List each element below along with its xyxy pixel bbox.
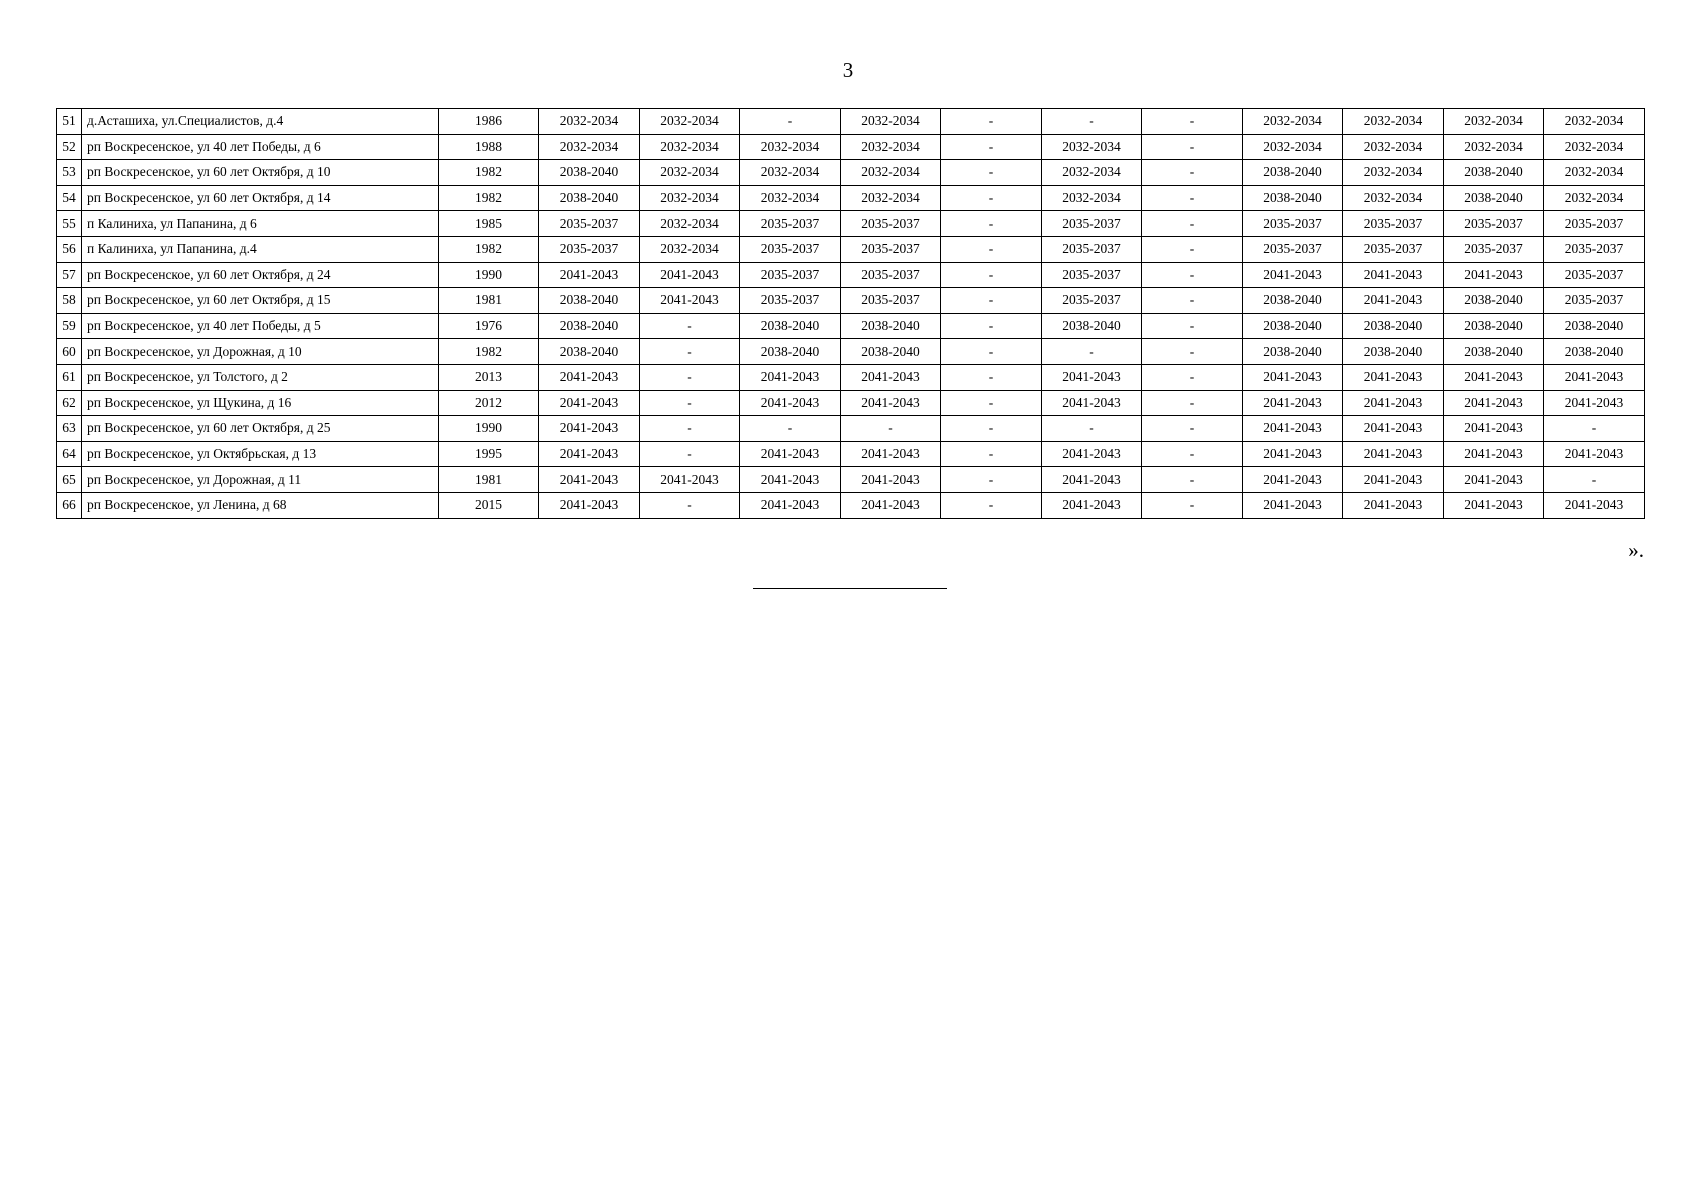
- address-cell: п Калиниха, ул Папанина, д 6: [82, 211, 439, 237]
- planned-period-cell: 2038-2040: [740, 339, 841, 365]
- planned-period-cell: 2041-2043: [1343, 416, 1444, 442]
- table-row: [57, 134, 1645, 160]
- planned-period-cell: 2041-2043: [1343, 262, 1444, 288]
- table-row: [57, 339, 1645, 365]
- planned-period-cell: -: [640, 441, 740, 467]
- planned-period-cell: -: [941, 262, 1042, 288]
- table-row: [57, 313, 1645, 339]
- planned-period-cell: -: [1142, 416, 1243, 442]
- row-number-cell: 63: [57, 416, 82, 442]
- page-number: 3: [842, 58, 854, 82]
- address-cell: рп Воскресенское, ул Октябрьская, д 13: [82, 441, 439, 467]
- planned-period-cell: 2041-2043: [841, 364, 941, 390]
- planned-period-cell: -: [740, 416, 841, 442]
- planned-period-cell: 2038-2040: [1544, 313, 1645, 339]
- planned-period-cell: 2035-2037: [1544, 262, 1645, 288]
- table-row: [57, 364, 1645, 390]
- planned-period-cell: 2032-2034: [841, 134, 941, 160]
- planned-period-cell: 2041-2043: [640, 467, 740, 493]
- planned-period-cell: -: [941, 364, 1042, 390]
- planned-period-cell: -: [1142, 262, 1243, 288]
- planned-period-cell: 2035-2037: [539, 211, 640, 237]
- planned-period-cell: 2041-2043: [1444, 390, 1544, 416]
- planned-period-cell: 2041-2043: [539, 441, 640, 467]
- planned-period-cell: -: [1142, 441, 1243, 467]
- planned-period-cell: 2035-2037: [841, 288, 941, 314]
- row-number-cell: 60: [57, 339, 82, 365]
- row-number-cell: 56: [57, 236, 82, 262]
- planned-period-cell: 2035-2037: [1243, 236, 1343, 262]
- planned-period-cell: 2038-2040: [1042, 313, 1142, 339]
- planned-period-cell: 2038-2040: [539, 288, 640, 314]
- address-cell: рп Воскресенское, ул Дорожная, д 11: [82, 467, 439, 493]
- planned-period-cell: 2041-2043: [1444, 364, 1544, 390]
- planned-period-cell: 2038-2040: [1544, 339, 1645, 365]
- row-number-cell: 61: [57, 364, 82, 390]
- planned-period-cell: 2041-2043: [1343, 492, 1444, 518]
- construction-year-cell: 1982: [439, 236, 539, 262]
- planned-period-cell: 2038-2040: [740, 313, 841, 339]
- table-row: [57, 467, 1645, 493]
- planned-period-cell: 2032-2034: [841, 185, 941, 211]
- row-number-cell: 65: [57, 467, 82, 493]
- planned-period-cell: 2041-2043: [1444, 416, 1544, 442]
- planned-period-cell: 2032-2034: [740, 185, 841, 211]
- planned-period-cell: 2041-2043: [1243, 441, 1343, 467]
- table-row: [57, 441, 1645, 467]
- planned-period-cell: -: [640, 492, 740, 518]
- planned-period-cell: -: [1544, 416, 1645, 442]
- planned-period-cell: 2032-2034: [640, 236, 740, 262]
- planned-period-cell: -: [1142, 467, 1243, 493]
- planned-period-cell: 2041-2043: [1544, 390, 1645, 416]
- planned-period-cell: 2032-2034: [1343, 109, 1444, 135]
- planned-period-cell: 2041-2043: [640, 262, 740, 288]
- planned-period-cell: 2032-2034: [1042, 134, 1142, 160]
- planned-period-cell: 2038-2040: [1343, 313, 1444, 339]
- planned-period-cell: 2032-2034: [841, 109, 941, 135]
- address-cell: рп Воскресенское, ул 60 лет Октября, д 25: [82, 416, 439, 442]
- planned-period-cell: -: [640, 416, 740, 442]
- planned-period-cell: 2032-2034: [1343, 185, 1444, 211]
- planned-period-cell: -: [1142, 160, 1243, 186]
- planned-period-cell: 2032-2034: [1243, 109, 1343, 135]
- construction-year-cell: 1981: [439, 467, 539, 493]
- planned-period-cell: 2038-2040: [1243, 160, 1343, 186]
- construction-year-cell: 2015: [439, 492, 539, 518]
- planned-period-cell: 2038-2040: [841, 313, 941, 339]
- planned-period-cell: 2035-2037: [1343, 236, 1444, 262]
- planned-period-cell: 2035-2037: [539, 236, 640, 262]
- planned-period-cell: 2035-2037: [1544, 211, 1645, 237]
- table-row: [57, 236, 1645, 262]
- planned-period-cell: 2032-2034: [640, 134, 740, 160]
- planned-period-cell: 2032-2034: [1444, 109, 1544, 135]
- planned-period-cell: 2038-2040: [539, 185, 640, 211]
- planned-period-cell: 2035-2037: [740, 288, 841, 314]
- planned-period-cell: 2035-2037: [841, 236, 941, 262]
- planned-period-cell: 2041-2043: [1243, 390, 1343, 416]
- table-row: [57, 390, 1645, 416]
- table-row: [57, 109, 1645, 135]
- address-cell: рп Воскресенское, ул Ленина, д 68: [82, 492, 439, 518]
- planned-period-cell: 2038-2040: [1444, 313, 1544, 339]
- planned-period-cell: 2032-2034: [740, 134, 841, 160]
- construction-year-cell: 1995: [439, 441, 539, 467]
- planned-period-cell: -: [1142, 313, 1243, 339]
- planned-period-cell: 2032-2034: [1042, 185, 1142, 211]
- planned-period-cell: 2041-2043: [640, 288, 740, 314]
- planned-period-cell: 2041-2043: [1042, 390, 1142, 416]
- planned-period-cell: 2038-2040: [1243, 313, 1343, 339]
- row-number-cell: 52: [57, 134, 82, 160]
- row-number-cell: 64: [57, 441, 82, 467]
- planned-period-cell: 2035-2037: [740, 211, 841, 237]
- construction-year-cell: 1990: [439, 416, 539, 442]
- planned-period-cell: 2032-2034: [740, 160, 841, 186]
- planned-period-cell: 2041-2043: [841, 441, 941, 467]
- construction-year-cell: 1985: [439, 211, 539, 237]
- planned-period-cell: 2041-2043: [1243, 492, 1343, 518]
- table-row: [57, 416, 1645, 442]
- planned-period-cell: 2038-2040: [841, 339, 941, 365]
- planned-period-cell: 2032-2034: [640, 109, 740, 135]
- planned-period-cell: 2041-2043: [841, 390, 941, 416]
- planned-period-cell: 2035-2037: [1042, 288, 1142, 314]
- planned-period-cell: 2032-2034: [539, 134, 640, 160]
- planned-period-cell: 2041-2043: [740, 390, 841, 416]
- construction-year-cell: 1988: [439, 134, 539, 160]
- table-row: [57, 160, 1645, 186]
- planned-period-cell: 2041-2043: [539, 492, 640, 518]
- end-of-document-rule: [753, 588, 947, 589]
- planned-period-cell: 2041-2043: [740, 467, 841, 493]
- planned-period-cell: 2041-2043: [1042, 492, 1142, 518]
- planned-period-cell: -: [941, 339, 1042, 365]
- row-number-cell: 55: [57, 211, 82, 237]
- address-cell: рп Воскресенское, ул 40 лет Победы, д 5: [82, 313, 439, 339]
- planned-period-cell: 2032-2034: [1042, 160, 1142, 186]
- construction-year-cell: 1982: [439, 185, 539, 211]
- planned-period-cell: -: [1142, 211, 1243, 237]
- planned-period-cell: 2041-2043: [740, 441, 841, 467]
- planned-period-cell: 2032-2034: [640, 185, 740, 211]
- planned-period-cell: 2041-2043: [1444, 441, 1544, 467]
- planned-period-cell: 2032-2034: [1243, 134, 1343, 160]
- row-number-cell: 53: [57, 160, 82, 186]
- planned-period-cell: 2041-2043: [1544, 441, 1645, 467]
- row-number-cell: 54: [57, 185, 82, 211]
- planned-period-cell: 2038-2040: [1444, 160, 1544, 186]
- planned-period-cell: 2041-2043: [1343, 364, 1444, 390]
- planned-period-cell: 2041-2043: [1343, 288, 1444, 314]
- planned-period-cell: -: [941, 467, 1042, 493]
- planned-period-cell: -: [941, 288, 1042, 314]
- planned-period-cell: -: [1142, 390, 1243, 416]
- construction-year-cell: 1982: [439, 339, 539, 365]
- planned-period-cell: 2038-2040: [1444, 288, 1544, 314]
- planned-period-cell: 2038-2040: [1444, 185, 1544, 211]
- table-row: [57, 288, 1645, 314]
- planned-period-cell: 2032-2034: [1544, 160, 1645, 186]
- planned-period-cell: 2032-2034: [1343, 134, 1444, 160]
- planned-period-cell: -: [941, 390, 1042, 416]
- planned-period-cell: -: [1544, 467, 1645, 493]
- planned-period-cell: -: [640, 339, 740, 365]
- planned-period-cell: 2041-2043: [740, 364, 841, 390]
- construction-year-cell: 1990: [439, 262, 539, 288]
- planned-period-cell: 2035-2037: [841, 211, 941, 237]
- planned-period-cell: -: [1042, 416, 1142, 442]
- planned-period-cell: 2041-2043: [539, 467, 640, 493]
- planned-period-cell: 2032-2034: [539, 109, 640, 135]
- address-cell: рп Воскресенское, ул 60 лет Октября, д 15: [82, 288, 439, 314]
- planned-period-cell: -: [941, 492, 1042, 518]
- address-cell: рп Воскресенское, ул Щукина, д 16: [82, 390, 439, 416]
- planned-period-cell: 2038-2040: [1243, 288, 1343, 314]
- planned-period-cell: 2032-2034: [1343, 160, 1444, 186]
- construction-year-cell: 1981: [439, 288, 539, 314]
- planned-period-cell: 2035-2037: [1042, 236, 1142, 262]
- planned-period-cell: -: [1142, 364, 1243, 390]
- planned-period-cell: -: [941, 109, 1042, 135]
- planned-period-cell: -: [1142, 109, 1243, 135]
- planned-period-cell: 2041-2043: [1343, 390, 1444, 416]
- planned-period-cell: -: [941, 441, 1042, 467]
- row-number-cell: 66: [57, 492, 82, 518]
- planned-period-cell: 2041-2043: [539, 364, 640, 390]
- address-cell: рп Воскресенское, ул Дорожная, д 10: [82, 339, 439, 365]
- planned-period-cell: 2035-2037: [1544, 236, 1645, 262]
- address-cell: д.Асташиха, ул.Специалистов, д.4: [82, 109, 439, 135]
- planned-period-cell: -: [1142, 288, 1243, 314]
- planned-period-cell: 2035-2037: [1243, 211, 1343, 237]
- planned-period-cell: 2041-2043: [841, 467, 941, 493]
- planned-period-cell: -: [1142, 339, 1243, 365]
- construction-year-cell: 2012: [439, 390, 539, 416]
- planned-period-cell: 2038-2040: [1243, 339, 1343, 365]
- planned-period-cell: 2032-2034: [640, 160, 740, 186]
- planned-period-cell: -: [740, 109, 841, 135]
- planned-period-cell: -: [640, 313, 740, 339]
- planned-period-cell: 2041-2043: [539, 390, 640, 416]
- construction-year-cell: 1976: [439, 313, 539, 339]
- row-number-cell: 58: [57, 288, 82, 314]
- planned-period-cell: -: [1142, 492, 1243, 518]
- planned-period-cell: 2035-2037: [740, 262, 841, 288]
- row-number-cell: 57: [57, 262, 82, 288]
- planned-period-cell: 2041-2043: [1243, 262, 1343, 288]
- construction-year-cell: 1986: [439, 109, 539, 135]
- repair-schedule-table: [56, 108, 1645, 519]
- planned-period-cell: 2038-2040: [1343, 339, 1444, 365]
- planned-period-cell: 2041-2043: [1444, 467, 1544, 493]
- planned-period-cell: 2032-2034: [1544, 134, 1645, 160]
- planned-period-cell: -: [941, 211, 1042, 237]
- planned-period-cell: -: [1142, 185, 1243, 211]
- planned-period-cell: 2041-2043: [1042, 441, 1142, 467]
- address-cell: п Калиниха, ул Папанина, д.4: [82, 236, 439, 262]
- planned-period-cell: -: [640, 364, 740, 390]
- planned-period-cell: -: [941, 160, 1042, 186]
- planned-period-cell: 2035-2037: [1444, 236, 1544, 262]
- planned-period-cell: 2041-2043: [1243, 364, 1343, 390]
- planned-period-cell: 2038-2040: [1444, 339, 1544, 365]
- planned-period-cell: 2041-2043: [1343, 467, 1444, 493]
- planned-period-cell: 2032-2034: [841, 160, 941, 186]
- construction-year-cell: 1982: [439, 160, 539, 186]
- planned-period-cell: 2041-2043: [1243, 467, 1343, 493]
- planned-period-cell: 2038-2040: [539, 339, 640, 365]
- planned-period-cell: -: [941, 185, 1042, 211]
- planned-period-cell: -: [941, 416, 1042, 442]
- table-body: [57, 109, 1645, 519]
- planned-period-cell: 2032-2034: [1444, 134, 1544, 160]
- planned-period-cell: 2041-2043: [1042, 467, 1142, 493]
- row-number-cell: 62: [57, 390, 82, 416]
- row-number-cell: 59: [57, 313, 82, 339]
- table-row: [57, 262, 1645, 288]
- address-cell: рп Воскресенское, ул 60 лет Октября, д 24: [82, 262, 439, 288]
- closing-quote-mark: ».: [1628, 538, 1644, 562]
- address-cell: рп Воскресенское, ул 60 лет Октября, д 14: [82, 185, 439, 211]
- construction-year-cell: 2013: [439, 364, 539, 390]
- planned-period-cell: 2041-2043: [1544, 492, 1645, 518]
- planned-period-cell: 2041-2043: [1444, 492, 1544, 518]
- address-cell: рп Воскресенское, ул 60 лет Октября, д 10: [82, 160, 439, 186]
- planned-period-cell: 2041-2043: [1444, 262, 1544, 288]
- planned-period-cell: 2041-2043: [1544, 364, 1645, 390]
- planned-period-cell: -: [1142, 134, 1243, 160]
- planned-period-cell: 2041-2043: [539, 262, 640, 288]
- planned-period-cell: 2041-2043: [1343, 441, 1444, 467]
- planned-period-cell: -: [941, 313, 1042, 339]
- planned-period-cell: 2038-2040: [539, 313, 640, 339]
- planned-period-cell: 2035-2037: [1343, 211, 1444, 237]
- address-cell: рп Воскресенское, ул Толстого, д 2: [82, 364, 439, 390]
- planned-period-cell: -: [640, 390, 740, 416]
- planned-period-cell: -: [941, 134, 1042, 160]
- planned-period-cell: -: [1142, 236, 1243, 262]
- planned-period-cell: 2035-2037: [841, 262, 941, 288]
- planned-period-cell: 2035-2037: [1042, 211, 1142, 237]
- planned-period-cell: -: [841, 416, 941, 442]
- table-row: [57, 211, 1645, 237]
- planned-period-cell: 2041-2043: [740, 492, 841, 518]
- planned-period-cell: 2032-2034: [640, 211, 740, 237]
- planned-period-cell: 2035-2037: [1042, 262, 1142, 288]
- planned-period-cell: 2038-2040: [539, 160, 640, 186]
- planned-period-cell: 2035-2037: [1444, 211, 1544, 237]
- planned-period-cell: 2032-2034: [1544, 109, 1645, 135]
- row-number-cell: 51: [57, 109, 82, 135]
- planned-period-cell: 2035-2037: [740, 236, 841, 262]
- table-row: [57, 185, 1645, 211]
- address-cell: рп Воскресенское, ул 40 лет Победы, д 6: [82, 134, 439, 160]
- planned-period-cell: -: [1042, 109, 1142, 135]
- planned-period-cell: 2032-2034: [1544, 185, 1645, 211]
- planned-period-cell: 2038-2040: [1243, 185, 1343, 211]
- planned-period-cell: 2041-2043: [841, 492, 941, 518]
- planned-period-cell: 2041-2043: [1042, 364, 1142, 390]
- planned-period-cell: 2041-2043: [1243, 416, 1343, 442]
- planned-period-cell: 2035-2037: [1544, 288, 1645, 314]
- table-row: [57, 492, 1645, 518]
- planned-period-cell: -: [941, 236, 1042, 262]
- planned-period-cell: 2041-2043: [539, 416, 640, 442]
- planned-period-cell: -: [1042, 339, 1142, 365]
